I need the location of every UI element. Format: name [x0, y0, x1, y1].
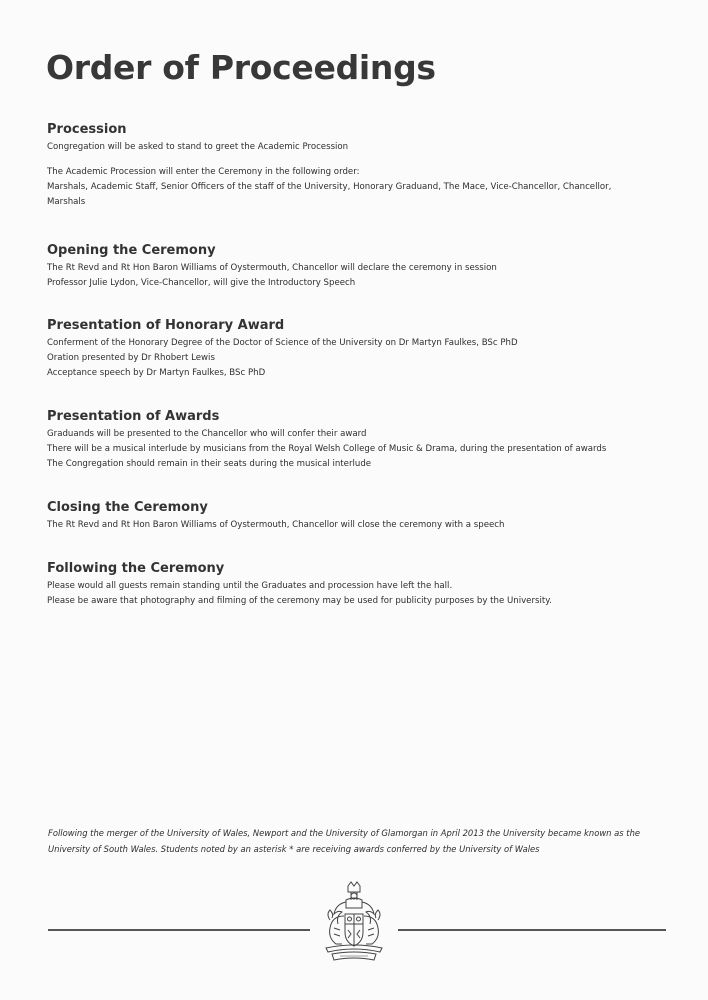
- page-title: Order of Proceedings: [46, 48, 436, 87]
- divider-right: [398, 929, 666, 931]
- footnote: Following the merger of the University of Wales, Newport and the University of Glamorgan in April 2013 the University became known as the University of South Wales. Students noted by an asterisk * are receiving awards conferred by the University of Wales: [48, 828, 641, 854]
- section-procession: [47, 122, 667, 210]
- section-heading: Opening the Ceremony: [47, 243, 216, 258]
- section-heading: Following the Ceremony: [47, 561, 225, 576]
- section-line: Graduands will be presented to the Chancellor who will confer their award: [47, 429, 367, 439]
- section-line: Professor Julie Lydon, Vice-Chancellor, will give the Introductory Speech: [47, 278, 356, 288]
- section-heading: Presentation of Awards: [47, 409, 220, 424]
- section-heading: Presentation of Honorary Award: [47, 318, 285, 333]
- section-line: The Rt Revd and Rt Hon Baron Williams of Oystermouth, Chancellor will close the ceremony with a speech: [47, 520, 505, 530]
- university-crest-icon: [318, 880, 390, 962]
- section-line: Congregation will be asked to stand to greet the Academic Procession: [47, 142, 349, 152]
- section-opening: [47, 243, 667, 291]
- section-line: The Rt Revd and Rt Hon Baron Williams of Oystermouth, Chancellor will declare the ceremony in session: [47, 263, 497, 273]
- section-line: Marshals, Academic Staff, Senior Officers of the staff of the University, Honorary Graduand, The Mace, Vice-Chancellor, Chancellor, Marshals: [47, 182, 612, 207]
- section-line: Conferment of the Honorary Degree of the Doctor of Science of the University on Dr Martyn Faulkes, BSc PhD: [47, 338, 518, 348]
- section-line: Oration presented by Dr Rhobert Lewis: [47, 353, 215, 363]
- section-closing: [47, 500, 667, 533]
- section-line: The Congregation should remain in their seats during the musical interlude: [47, 459, 372, 469]
- section-following: [47, 561, 667, 609]
- section-line: There will be a musical interlude by musicians from the Royal Welsh College of Music & Drama, during the presentation of awards: [47, 444, 607, 454]
- section-line: Please would all guests remain standing until the Graduates and procession have left the hall.: [47, 581, 453, 591]
- section-awards: [47, 409, 667, 472]
- divider-left: [48, 929, 310, 931]
- section-honorary-award: [47, 318, 667, 381]
- section-line: Acceptance speech by Dr Martyn Faulkes, BSc PhD: [47, 368, 266, 378]
- section-line: The Academic Procession will enter the Ceremony in the following order:: [47, 167, 360, 177]
- section-heading: Closing the Ceremony: [47, 500, 208, 515]
- section-line: Please be aware that photography and filming of the ceremony may be used for publicity purposes by the University.: [47, 596, 552, 606]
- section-heading: Procession: [47, 122, 127, 137]
